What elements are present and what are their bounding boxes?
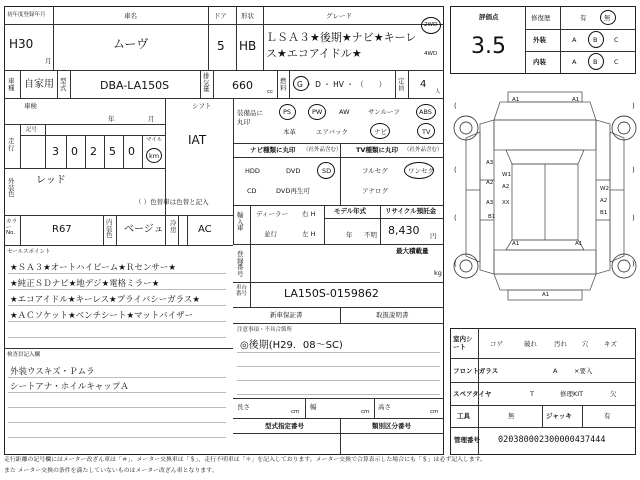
glass-label: フロントガラス [453, 367, 499, 375]
inspector-label: 検査員記入欄 [7, 352, 41, 358]
diagram-mark: A1 [575, 241, 583, 247]
load-label: 最大積載量 [396, 247, 429, 255]
model-value: DBA-LA150S [100, 79, 170, 92]
import-left: 左 H [302, 230, 316, 238]
ext-b: B [593, 36, 598, 44]
dim-height: 高さ [378, 403, 391, 411]
equip-label: 装備品に [237, 109, 263, 117]
roof-opt: 汚れ [554, 340, 567, 348]
spare-none: 欠 [610, 390, 617, 398]
shape-label: 形状 [241, 12, 254, 20]
grade-label: グレード [326, 12, 352, 20]
ext-label: 外装 [533, 36, 546, 44]
odo-unit-mile: マイル [146, 137, 163, 143]
sales-point-line: ★純正ＳＤナビ★地デジ★電格ミラー★ [10, 279, 160, 289]
diagram-mark: A1 [512, 241, 520, 247]
roof-opt: コゲ [490, 340, 503, 348]
jack-label: ジャッキ [546, 412, 572, 420]
diagram-mark: A1 [512, 97, 520, 103]
tools-value: 無 [508, 412, 515, 420]
shape-value: HB [239, 39, 257, 53]
int-c: C [614, 58, 619, 66]
notes-value: ◎後期(H29．08〜SC) [240, 340, 343, 351]
diagram-bracket: ( [454, 260, 457, 268]
shift-value: IAT [188, 133, 207, 147]
equip-leather: 本革 [283, 128, 296, 136]
disp-value: 660 [232, 79, 253, 92]
odo-digit: 3 [52, 145, 59, 158]
chassis-value: LA150S-0159862 [284, 287, 379, 300]
inspection-label: 車検 [24, 102, 37, 110]
diagram-mark: XX [502, 200, 510, 206]
equip-ps: PS [283, 108, 292, 116]
equip-sunroof: サンルーフ [368, 108, 400, 116]
int-a: A [572, 58, 577, 66]
footer-line2: また メーター交換の条件を満たしていないものはメーター改ざん車となります。 [4, 468, 218, 474]
equip-pw: PW [312, 108, 323, 116]
import-dealer: ディーラー [256, 210, 288, 218]
sales-point-line: ★ＳＡ３★オートハイビーム★Ｒセンサー★ [10, 263, 176, 273]
navi-hdd: HDD [245, 167, 260, 175]
footer-line1: 走行距離の記号欄にはメーター改ざん車は「＃」、メーター交換車は「＄」、走行不明車は「＊」を記入しております。メーター交換で合算表示した場合にも「＄」は必ず記入します。 [4, 457, 487, 463]
jack-value: 有 [604, 412, 611, 420]
reg-month: 月 [45, 57, 52, 65]
diagram-mark: A1 [542, 292, 550, 298]
reg-no-label: 登録番号 [237, 250, 244, 278]
chassis-label: 車台番号 [236, 285, 248, 297]
notes-label: 注意事項・不具合箇所 [237, 327, 293, 333]
diagram-bracket: ) [632, 260, 635, 268]
diagram-mark: W1 [502, 172, 511, 178]
navi-cd: CD [247, 187, 257, 195]
score-label: 評価点 [479, 13, 499, 21]
navi-title: ナビ種類に丸印 [250, 146, 296, 154]
diagram-bracket: ( [454, 166, 457, 174]
int-b: B [593, 58, 598, 66]
door-value: 5 [217, 39, 225, 53]
grade-line1: ＬＳＡ３★後期★ナビ★キーレ [266, 31, 417, 44]
cap-value: 4 [420, 79, 427, 90]
model-year-label: モデル年式 [334, 207, 367, 215]
inspector-line: シートアナ・ホイルキャップＡ [10, 382, 129, 392]
ext-c: C [614, 36, 619, 44]
diagram-mark: A3 [486, 160, 494, 166]
diagram-mark: A2 [502, 184, 510, 190]
spare-label: スペアタイヤ [453, 390, 492, 398]
diagram-mark: B1 [600, 210, 608, 216]
dim-length-unit: cm [291, 409, 300, 415]
diagram-bracket: ) [632, 102, 635, 110]
disp-label: 排気量 [203, 72, 210, 93]
dim-width-unit: cm [361, 409, 370, 415]
glass-x: ×要入 [574, 367, 593, 375]
diagram-mark: B1 [488, 214, 496, 220]
navi-dvd: DVD [286, 167, 301, 175]
manual-label: 取扱説明書 [376, 311, 409, 319]
tools-label: 工具 [457, 412, 470, 420]
score-value: 3.5 [471, 34, 506, 59]
diagram-bracket: ( [454, 102, 457, 110]
import-label: 輸入車 [237, 211, 244, 232]
dim-width: 幅 [310, 403, 317, 411]
class-designation-label: 類別区分番号 [372, 422, 411, 430]
roof-opt: キズ [604, 340, 617, 348]
repair-no: 無 [604, 14, 611, 22]
name-label: 車名 [124, 12, 137, 20]
roof-opt: 穴 [582, 340, 589, 348]
tv-fullseg: フルセグ [362, 167, 388, 175]
import-parallel: 並行 [264, 230, 277, 238]
grade-line2: ス★エコアイドル★ [266, 47, 362, 60]
equip-tv: TV [422, 128, 431, 136]
car-label: 車種 [8, 77, 15, 92]
door-label: ドア [214, 12, 227, 20]
navi-sd: SD [322, 167, 332, 175]
odo-digit: 2 [90, 145, 97, 158]
shift-label: シフト [192, 102, 212, 110]
color-label: 外装色 [8, 177, 15, 198]
int-label: 内装 [533, 58, 546, 66]
tv-title: TV種類に丸印 [356, 146, 398, 154]
odo-unit-km: km [149, 152, 160, 160]
import-right: 右 H [302, 210, 316, 218]
model-label: 型式 [60, 77, 67, 92]
dim-length: 長さ [237, 403, 250, 411]
sales-point-line: ★ＡＣソケット★ベンチシート★マットバイザー [10, 311, 194, 321]
odo-label: 走行 [8, 137, 15, 152]
model-year-year: 年 [346, 231, 353, 239]
tv-title-note: （社外品含む） [404, 147, 443, 153]
odo-sub: 記号 [26, 127, 38, 133]
int-color-label: 内装色 [106, 218, 113, 239]
fuel-options: G ・ D ・ HV ・ （ ） [297, 80, 387, 89]
roof-label: 室内シート [453, 335, 473, 351]
inspection-year: 年 [108, 115, 115, 123]
diagram-mark: A2 [600, 198, 608, 204]
reg-label: 初年度登録年月 [7, 12, 46, 18]
odo-digit: 0 [128, 145, 135, 158]
disp-unit: cc [267, 89, 274, 95]
diagram-mark: A1 [572, 97, 580, 103]
mgmt-label: 管理番号 [454, 436, 480, 444]
color-note: （ ）色替車は色替と記入 [135, 198, 209, 206]
recycle-unit: 円 [430, 232, 437, 240]
load-unit: kg [434, 269, 442, 277]
model-year-unknown: 不明 [364, 231, 377, 239]
diagram-bracket: ( [454, 214, 457, 222]
warranty-label: 新車保証書 [270, 311, 303, 319]
tv-analog: アナログ [362, 187, 388, 195]
type-designation-label: 型式指定番号 [265, 422, 304, 430]
equip-abs: ABS [419, 108, 432, 116]
inspection-month: 月 [148, 115, 155, 123]
roof-opt: 破れ [524, 340, 537, 348]
reg-value: H30 [9, 37, 34, 51]
color-no-value: R67 [52, 224, 72, 235]
glass-a: A [553, 367, 558, 375]
color-value: レッド [36, 175, 66, 186]
sales-point-label: セールスポイント [7, 249, 51, 255]
cap-label: 定員 [398, 77, 405, 92]
ac-value: AC [198, 224, 212, 235]
equip-aw: AW [339, 108, 350, 116]
diagram-bracket: ) [632, 166, 635, 174]
color-no-label: カラーNo. [6, 219, 18, 236]
drive-4wd: 4WD [424, 51, 438, 57]
tv-oneseg: ワンセグ [408, 167, 434, 175]
drive-2wd: 2WD [424, 22, 438, 28]
spare-kit: 修理KIT [560, 390, 584, 398]
navi-title-note: （社外品含む） [303, 147, 342, 153]
equip-navi: ナビ [374, 128, 387, 136]
inspector-line: 外装ウスキズ・Ｐムラ [10, 367, 95, 377]
equip-airbag: エアバック [316, 128, 348, 136]
cap-unit: 人 [435, 89, 441, 95]
diagram-mark: A2 [486, 180, 494, 186]
dim-height-unit: cm [430, 409, 439, 415]
repair-label: 修復歴 [531, 14, 551, 22]
car-value: 自家用 [24, 79, 54, 90]
int-color-value: ベージュ [124, 224, 164, 235]
recycle-label: リサイクル預託金 [385, 207, 437, 215]
mgmt-value: 020380002300000437444 [498, 435, 606, 445]
recycle-value: 8,430 [388, 224, 420, 237]
spare-t: T [530, 390, 534, 398]
fuel-label: 燃料 [280, 77, 287, 92]
odo-digit: 5 [109, 145, 116, 158]
equip-label2: 丸印 [237, 118, 250, 126]
diagram-mark: W2 [600, 186, 609, 192]
name-value: ムーヴ [113, 37, 149, 51]
car-damage-diagram [450, 80, 640, 320]
navi-dvd-play: DVD再生可 [276, 187, 310, 195]
repair-yes: 有 [580, 14, 587, 22]
diagram-mark: A3 [486, 200, 494, 206]
odo-digit: 0 [71, 145, 78, 158]
ext-a: A [572, 36, 577, 44]
diagram-bracket: ) [632, 214, 635, 222]
sales-point-line: ★エコアイドル★キーレス★プライバシーガラス★ [10, 295, 200, 305]
ac-label: 冷房 [170, 219, 177, 234]
